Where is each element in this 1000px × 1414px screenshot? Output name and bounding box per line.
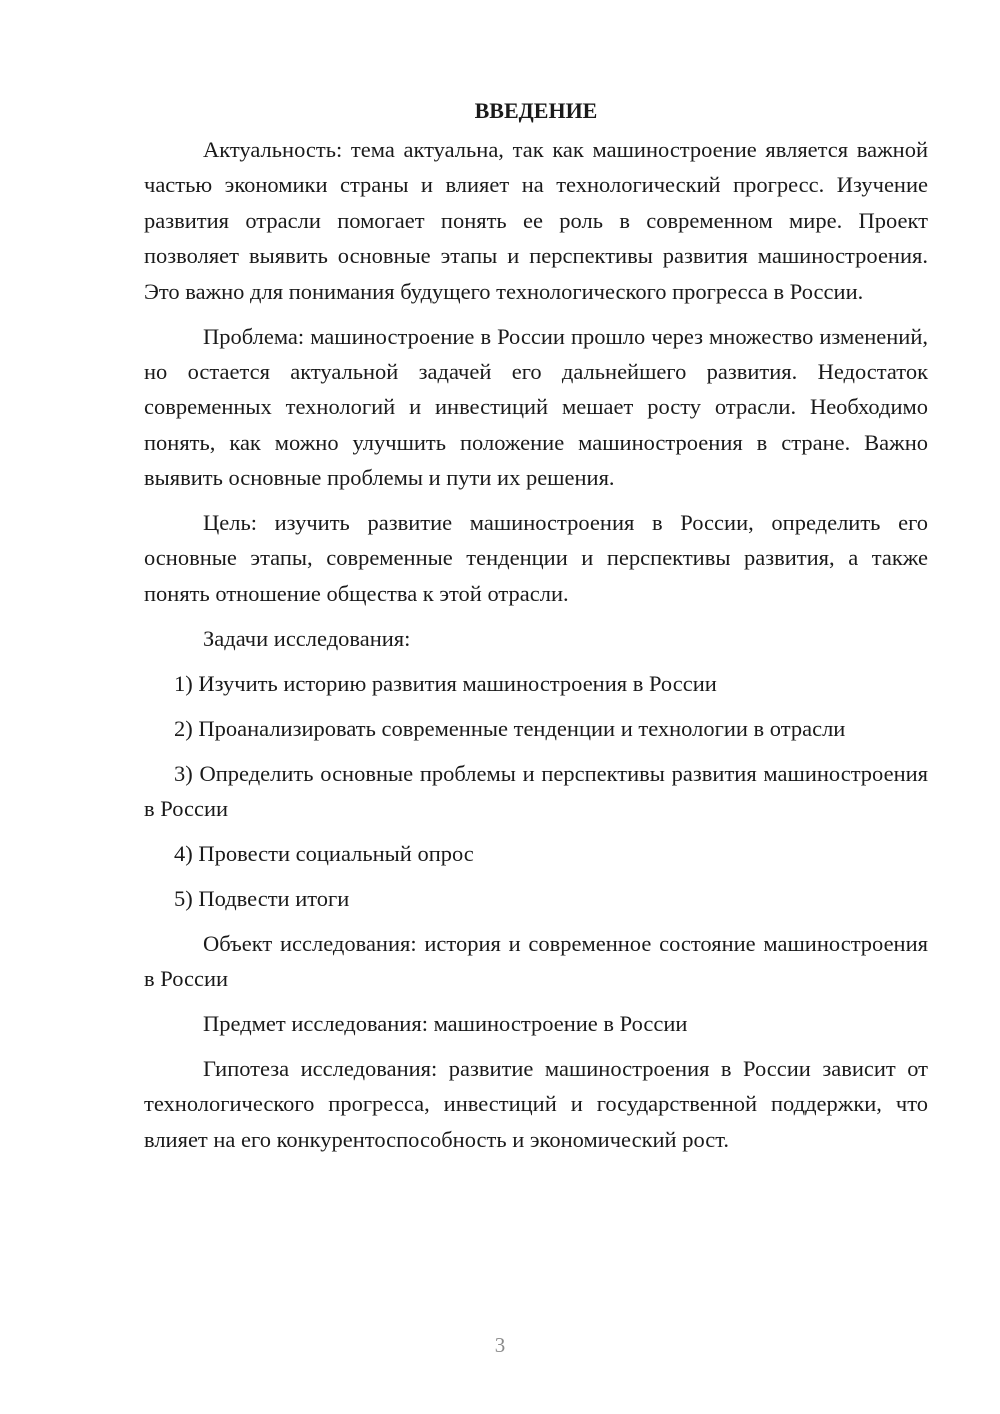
page-number: 3 (494, 1333, 506, 1357)
goal-paragraph: Цель: изучить развитие машиностроения в России, определить его основные этапы, современные тенденции и перспективы развития, а также понять отношение общества к этой отрасли. (144, 510, 928, 606)
relevance-paragraph: Актуальность: тема актуальна, так как машиностроение является важной частью экономики страны и влияет на технологический прогресс. Изучение развития отрасли помогает понять ее роль в современном мире. Проект позволяет выявить основные этапы и перспективы развития машиностроения. Это важно для понимания будущего технологического прогресса в России. (144, 137, 928, 304)
section-heading: ВВЕДЕНИЕ (474, 98, 598, 123)
task-item-3: 3) Определить основные проблемы и перспективы развития машиностроения в России (144, 760, 928, 821)
task-item-1: 1) Изучить историю развития машиностроения в России (174, 670, 717, 696)
hypothesis-paragraph: Гипотеза исследования: развитие машиностроения в России зависит от технологического прогресса, инвестиций и государственной поддержки, что влияет на его конкурентоспособность и экономический рост. (144, 1055, 928, 1152)
subject-paragraph: Предмет исследования: машиностроение в России (203, 1010, 688, 1036)
problem-paragraph: Проблема: машиностроение в России прошло через множество изменений, но остается актуальной задачей его дальнейшего развития. Недостаток современных технологий и инвестиций мешает росту отрасли. Необходимо понять, как можно улучшить положение машиностроения в стране. Важно выявить основные проблемы и пути их решения. (144, 323, 928, 491)
object-paragraph: Объект исследования: история и современное состояние машиностроения в России (144, 930, 928, 992)
task-item-2: 2) Проанализировать современные тенденции и технологии в отрасли (174, 715, 846, 741)
page-content (144, 93, 928, 1167)
task-item-4: 4) Провести социальный опрос (174, 840, 474, 866)
tasks-title: Задачи исследования: (203, 625, 411, 651)
task-item-5: 5) Подвести итоги (174, 885, 350, 911)
